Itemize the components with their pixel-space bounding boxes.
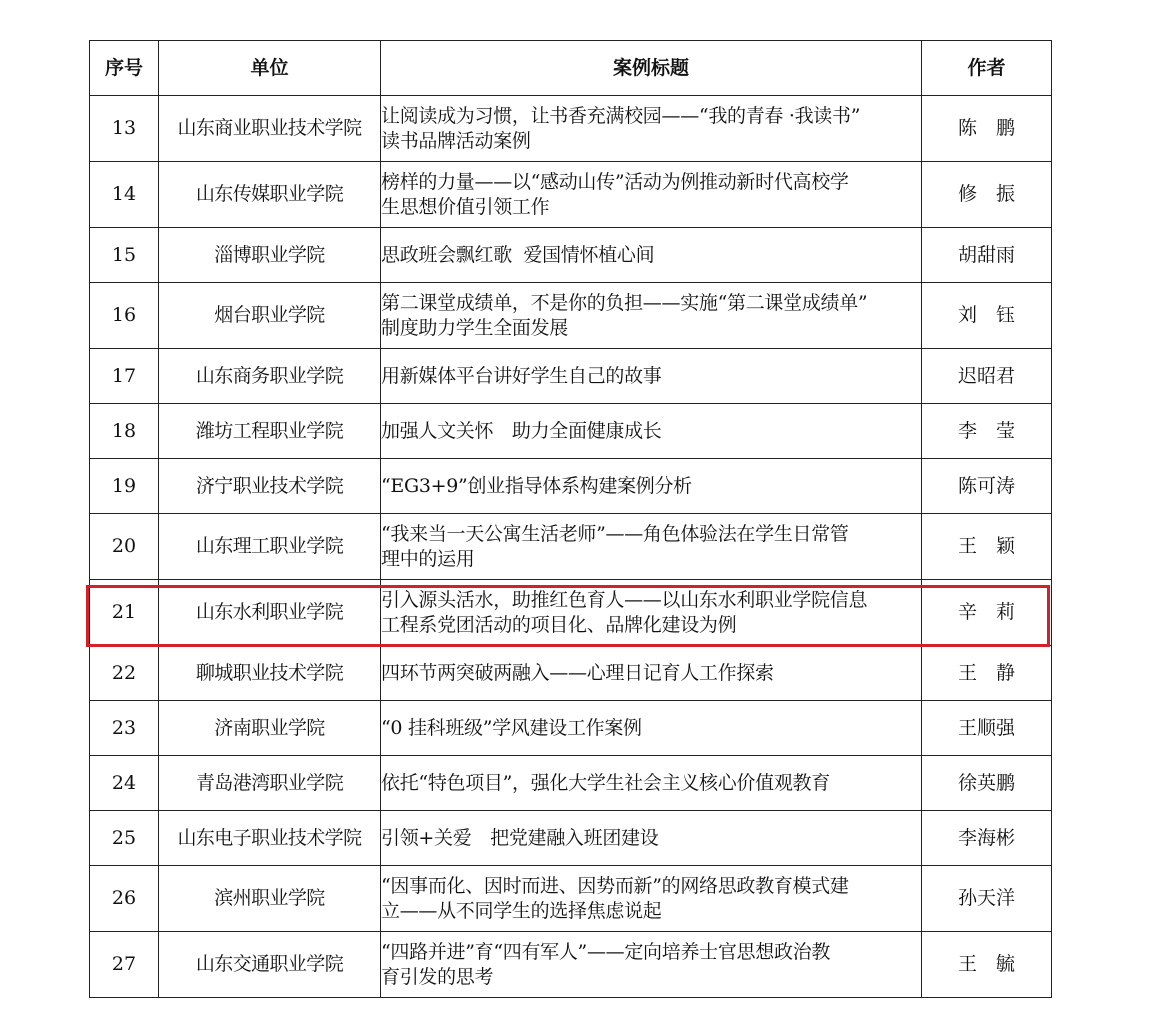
cell-author: 王 毓 [922,932,1052,998]
table-row [90,932,1052,998]
cell-title [381,162,922,228]
cell-title [381,514,922,580]
case-table [89,40,1052,998]
cell-author: 王顺强 [922,701,1052,756]
header-unit: 单位 [159,41,381,96]
cell-title [381,459,922,514]
cell-num: 23 [90,701,159,756]
cell-unit: 山东理工职业学院 [159,514,381,580]
cell-num: 24 [90,756,159,811]
cell-num: 19 [90,459,159,514]
cell-unit: 山东商务职业学院 [159,349,381,404]
cell-author: 辛 莉 [922,580,1052,646]
cell-unit: 滨州职业学院 [159,866,381,932]
table-row [90,701,1052,756]
cell-title-line: 引入源头活水，助推红色育人——以山东水利职业学院信息 [381,588,868,611]
cell-author: 徐英鹏 [922,756,1052,811]
cell-title-line: 第二课堂成绩单，不是你的负担——实施“第二课堂成绩单” [381,291,868,314]
cell-num: 17 [90,349,159,404]
cell-title [381,96,922,162]
cell-title-line: “EG3+9”创业指导体系构建案例分析 [381,474,692,497]
cell-num: 25 [90,811,159,866]
cell-title-line: “0 挂科班级”学风建设工作案例 [381,716,642,739]
cell-title-line: 思政班会飘红歌 爱国情怀植心间 [381,243,655,266]
table-body [90,96,1052,998]
cell-num: 15 [90,228,159,283]
cell-author: 迟昭君 [922,349,1052,404]
cell-title-line: 引领+关爱 把党建融入班团建设 [381,826,659,849]
cell-author: 刘 钰 [922,283,1052,349]
table-row [90,349,1052,404]
cell-title-line: 让阅读成为习惯，让书香充满校园——“我的青春 ·我读书” [381,104,861,127]
cell-unit: 山东传媒职业学院 [159,162,381,228]
cell-title-line: 读书品牌活动案例 [381,129,531,152]
cell-num: 13 [90,96,159,162]
table-row [90,228,1052,283]
cell-unit: 山东商业职业技术学院 [159,96,381,162]
cell-author: 陈 鹏 [922,96,1052,162]
cell-unit: 山东交通职业学院 [159,932,381,998]
header-row [90,41,1052,96]
cell-unit: 山东水利职业学院 [159,580,381,646]
cell-unit: 潍坊工程职业学院 [159,404,381,459]
cell-author: 王 颖 [922,514,1052,580]
cell-num: 27 [90,932,159,998]
cell-unit: 山东电子职业技术学院 [159,811,381,866]
cell-title-line: 立——从不同学生的选择焦虑说起 [381,899,662,922]
cell-num: 26 [90,866,159,932]
cell-title-line: 制度助力学生全面发展 [381,316,569,339]
cell-title-line: 榜样的力量——以“感动山传”活动为例推动新时代高校学 [381,170,849,193]
cell-title-line: 加强人文关怀 助力全面健康成长 [381,419,662,442]
cell-title [381,580,922,646]
cell-title [381,756,922,811]
table-row [90,646,1052,701]
table-row [90,162,1052,228]
table-row [90,283,1052,349]
cell-unit: 烟台职业学院 [159,283,381,349]
table-row [90,756,1052,811]
cell-author: 孙天洋 [922,866,1052,932]
cell-title [381,228,922,283]
cell-num: 21 [90,580,159,646]
cell-title-line: “因事而化、因时而进、因势而新”的网络思政教育模式建 [381,874,849,897]
cell-author: 胡甜雨 [922,228,1052,283]
table-row [90,404,1052,459]
cell-author: 修 振 [922,162,1052,228]
cell-title [381,866,922,932]
cell-unit: 青岛港湾职业学院 [159,756,381,811]
cell-title-line: 依托“特色项目”，强化大学生社会主义核心价值观教育 [381,771,830,794]
cell-title-line: 育引发的思考 [381,965,494,988]
header-num: 序号 [90,41,159,96]
cell-num: 16 [90,283,159,349]
cell-title-line: 理中的运用 [381,547,475,570]
cell-title [381,283,922,349]
table-row [90,459,1052,514]
cell-author: 陈可涛 [922,459,1052,514]
cell-author: 李 莹 [922,404,1052,459]
table-row [90,811,1052,866]
header-title: 案例标题 [381,41,922,96]
cell-title-line: “我来当一天公寓生活老师”——角色体验法在学生日常管 [381,522,849,545]
cell-title [381,404,922,459]
cell-title-line: 四环节两突破两融入——心理日记育人工作探索 [381,661,774,684]
table-row [90,96,1052,162]
cell-title [381,932,922,998]
cell-title-line: 生思想价值引领工作 [381,195,550,218]
cell-num: 14 [90,162,159,228]
cell-num: 18 [90,404,159,459]
table-row [90,514,1052,580]
cell-num: 20 [90,514,159,580]
cell-title-line: 用新媒体平台讲好学生自己的故事 [381,364,662,387]
table-row [90,866,1052,932]
cell-title [381,349,922,404]
table-row-highlighted [90,580,1052,646]
cell-title [381,701,922,756]
cell-unit: 聊城职业技术学院 [159,646,381,701]
cell-title [381,646,922,701]
cell-title [381,811,922,866]
cell-num: 22 [90,646,159,701]
cell-unit: 淄博职业学院 [159,228,381,283]
cell-unit: 济宁职业技术学院 [159,459,381,514]
cell-author: 王 静 [922,646,1052,701]
cell-title-line: 工程系党团活动的项目化、品牌化建设为例 [381,613,737,636]
cell-title-line: “四路并进”育“四有军人”——定向培养士官思想政治教 [381,940,831,963]
header-author: 作者 [922,41,1052,96]
cell-author: 李海彬 [922,811,1052,866]
cell-unit: 济南职业学院 [159,701,381,756]
